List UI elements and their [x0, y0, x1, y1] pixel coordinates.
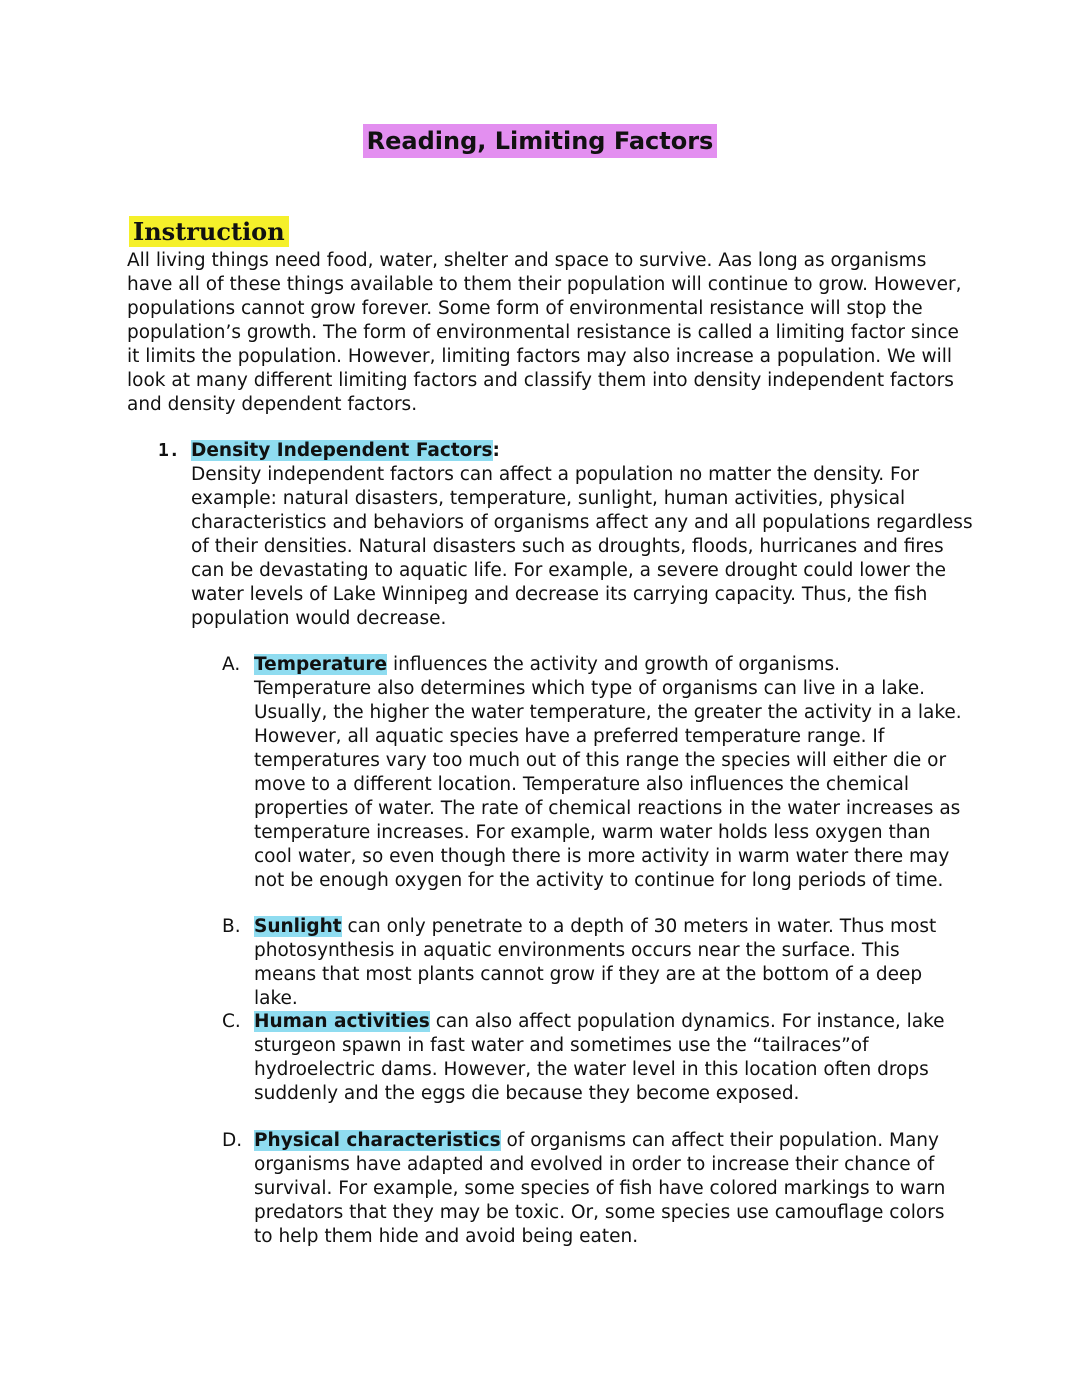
sub-item-letter: C. — [222, 1011, 241, 1032]
term-highlight: Sunlight — [254, 916, 342, 937]
item-heading-highlight: Density Independent Factors — [191, 440, 493, 461]
sub-item-body — [254, 1129, 962, 1249]
numbered-item-heading-line — [191, 439, 978, 463]
term-highlight: Human activities — [254, 1011, 430, 1032]
term-highlight: Physical characteristics — [254, 1130, 501, 1151]
numbered-item-text: Density independent factors can affect a population no matter the density. For example: natural disasters, temperature, sunlight, human activities, physical characteristics and behaviors of organisms affect any and all populations regardless of their densities. Natural disasters such as droughts, floods, hurricanes and fires can be devastating to aquatic life. For example, a severe drought could lower the water levels of Lake Winnipeg and decrease its carrying capacity. Thus, the fish population would decrease. — [191, 464, 973, 629]
sub-item-letter: A. — [222, 654, 241, 675]
list-number: 1. — [158, 440, 180, 461]
sub-item-temperature — [222, 653, 962, 893]
sub-item-letter: B. — [222, 916, 241, 937]
sub-item-body — [254, 915, 962, 1011]
sub-item-text: can only penetrate to a depth of 30 meters in water. Thus most photosynthesis in aquatic environments occurs near the surface. This means that most plants cannot grow if they are at the bottom of a deep lake. — [254, 916, 937, 1009]
section-heading-instruction: Instruction — [129, 216, 289, 247]
page-title: Reading, Limiting Factors — [363, 124, 718, 158]
title-container — [0, 124, 1080, 158]
sub-item-sunlight — [222, 915, 962, 1011]
heading-colon: : — [492, 440, 500, 461]
intro-paragraph: All living things need food, water, shelter and space to survive. Aas long as organisms have all of these things available to them their population will continue to grow. However, populations cannot grow forever. Some form of environmental resistance will stop the population’s growth. The form of environmental resistance is called a limiting factor since it limits the population. However, limiting factors may also increase a population. We will look at many different limiting factors and classify them into density independent factors and density dependent factors. — [127, 250, 962, 415]
sub-item-physical-characteristics — [222, 1129, 962, 1249]
sub-item-text: of organisms can affect their population. Many organisms have adapted and evolved in order to increase their chance of survival. For example, some species of fish have colored markings to warn predators that they may be toxic. Or, some species use camouflage colors to help them hide and avoid being eaten. — [254, 1130, 946, 1247]
numbered-item-density-independent — [158, 439, 978, 631]
sub-item-text: can also affect population dynamics. For instance, lake sturgeon spawn in fast water and sometimes use the “tailraces”of hydroelectric dams. However, the water level in this location often drops suddenly and the eggs die because they become exposed. — [254, 1011, 945, 1104]
sub-item-human-activities — [222, 1010, 962, 1106]
term-highlight: Temperature — [254, 654, 388, 675]
sub-item-text: influences the activity and growth of organisms. Temperature also determines which type of organisms can live in a lake. Usually, the higher the water temperature, the greater the activity in a lake. However, all aquatic species have a preferred temperature range. If temperatures vary too much out of this range the species will either die or move to a different location. Temperature also influences the chemical properties of water. The rate of chemical reactions in the water increases as temperature increases. For example, warm water holds less oxygen than cool water, so even though there is more activity in warm water there may not be enough oxygen for the activity to continue for long periods of time. — [254, 654, 962, 891]
sub-item-letter: D. — [222, 1130, 243, 1151]
numbered-item-body — [191, 439, 978, 631]
sub-item-body — [254, 653, 962, 893]
sub-item-body — [254, 1010, 962, 1106]
